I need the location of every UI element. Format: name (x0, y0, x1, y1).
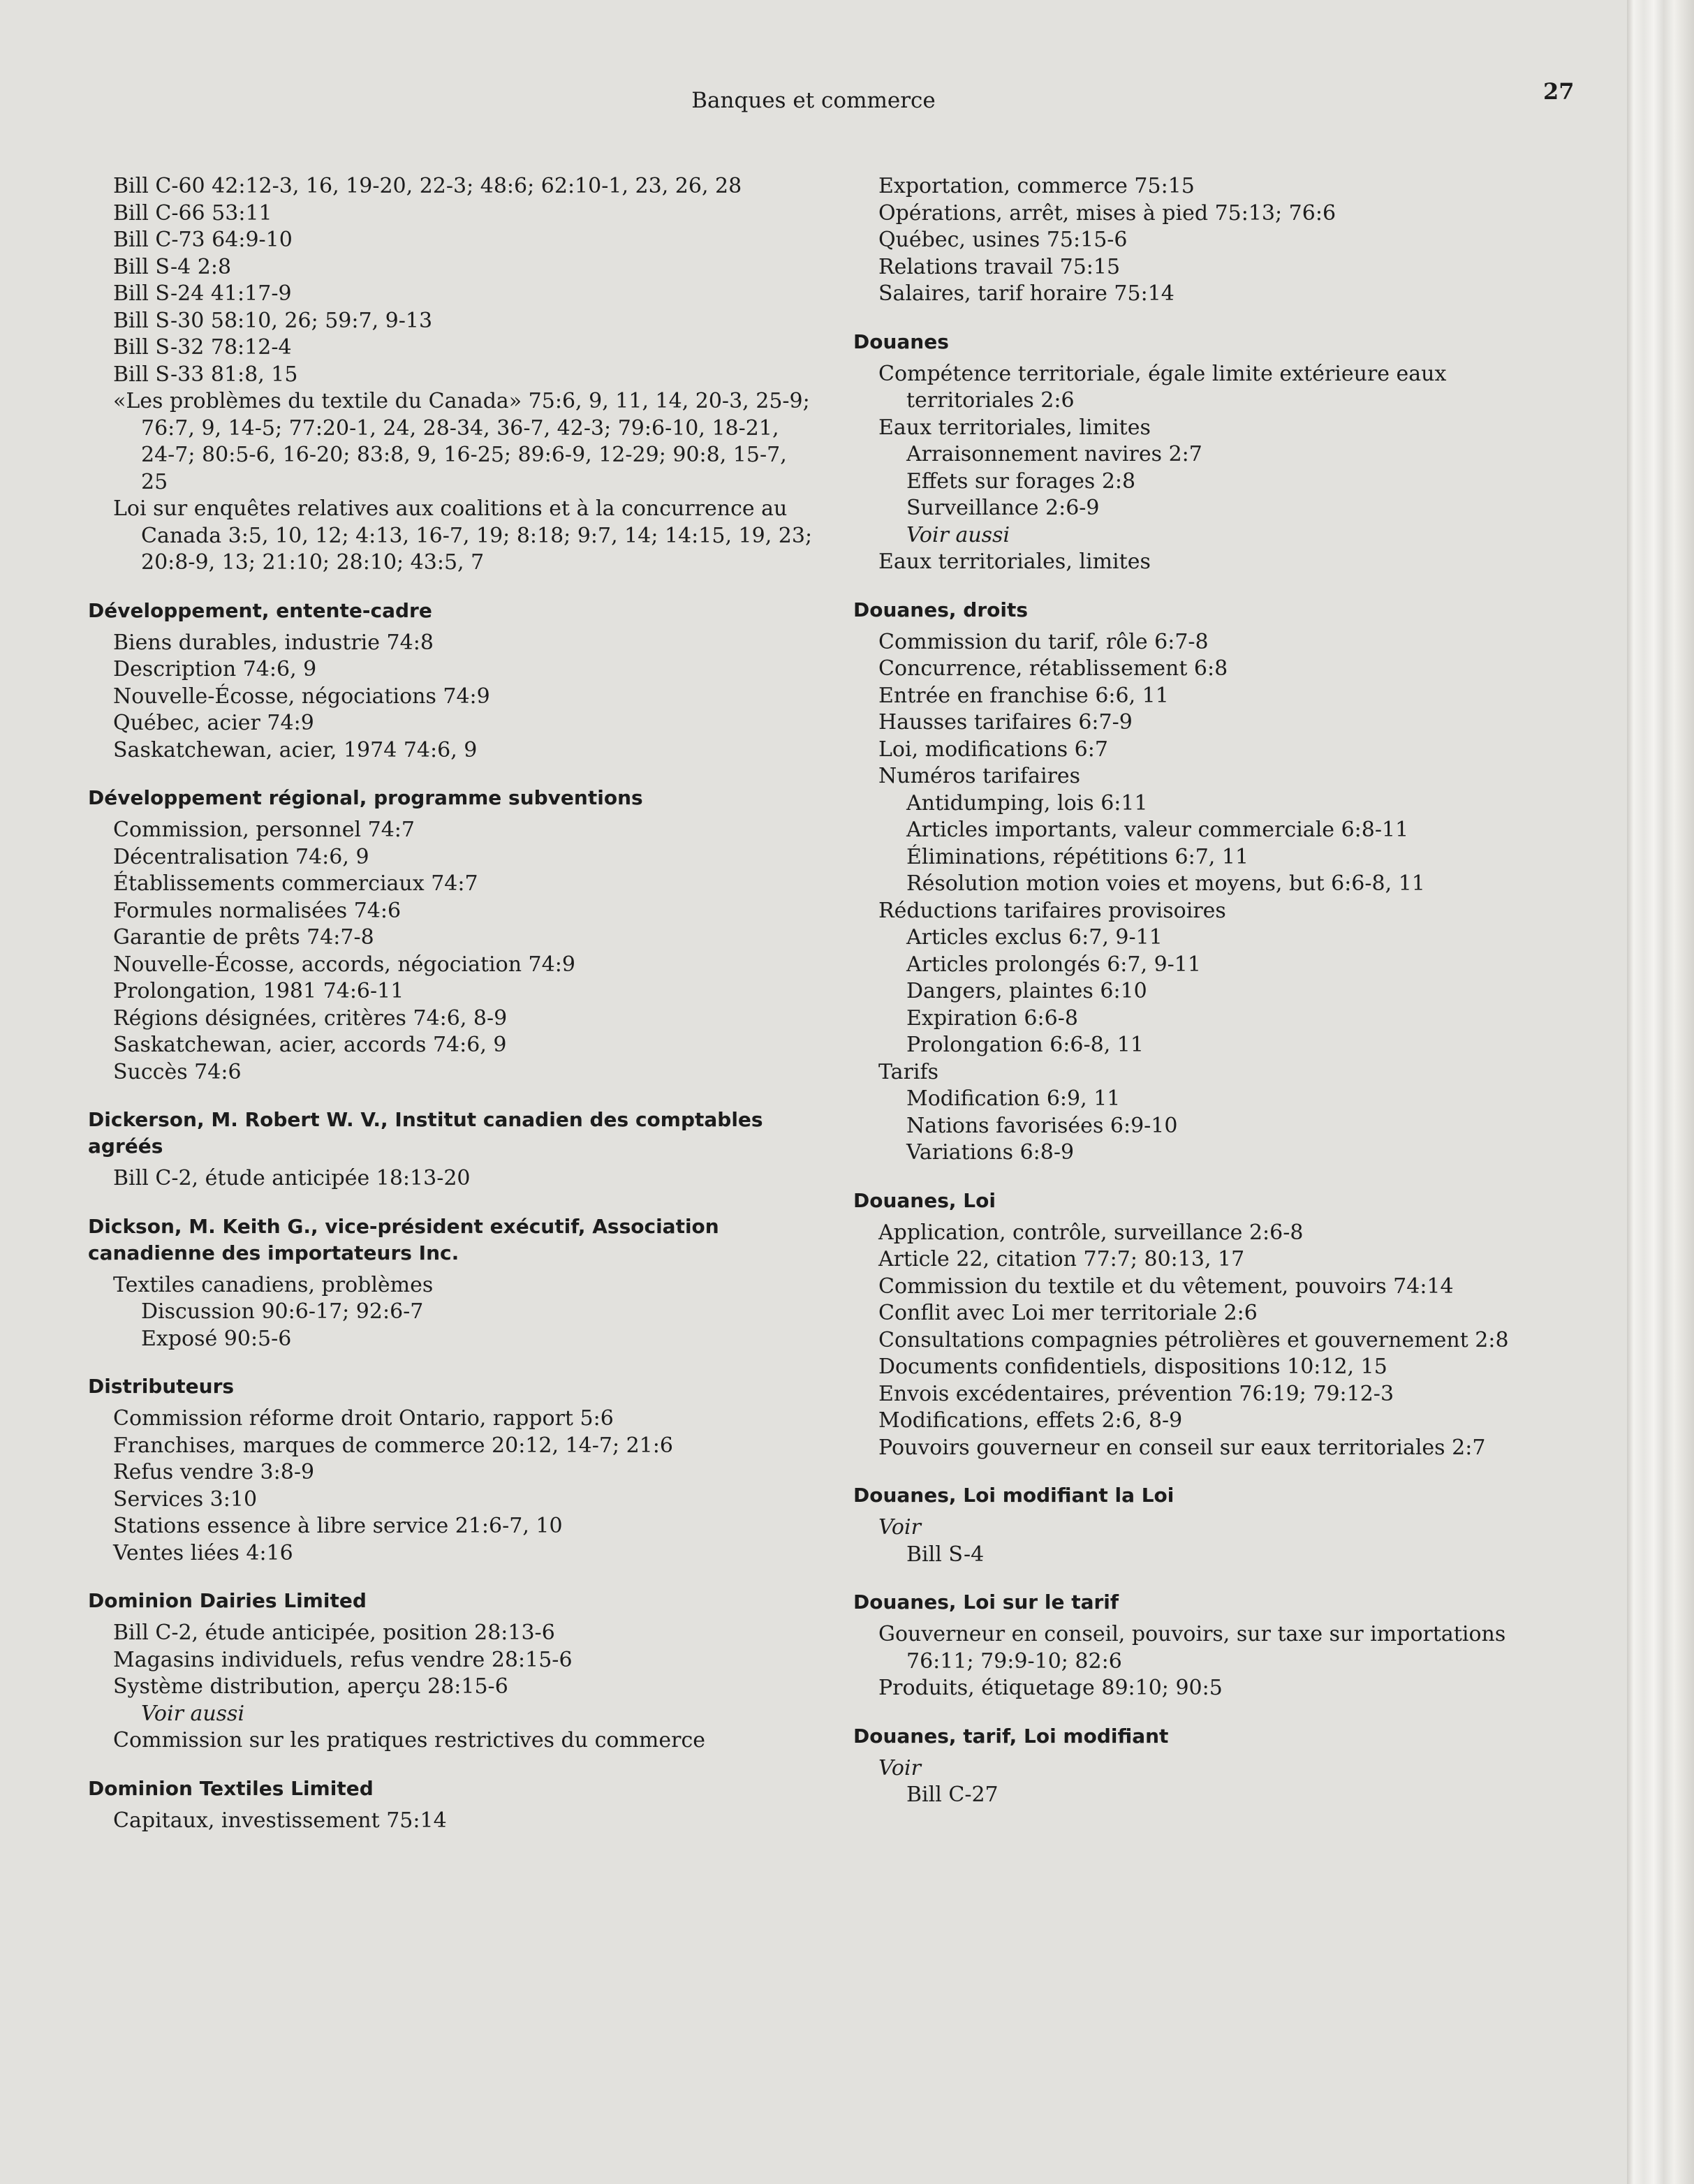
page-number: 27 (1543, 78, 1575, 105)
entry-heading: Douanes, Loi sur le tarif (853, 1591, 1119, 1614)
list-item: Salaires, tarif horaire 75:14 (878, 281, 1174, 306)
see-also-label: Voir aussi (141, 1701, 245, 1726)
entry-dominion-textiles (88, 1776, 814, 1835)
list-item: Articles exclus 6:7, 9-11 (906, 925, 1163, 950)
list-item: Bill S-4 2:8 (113, 254, 232, 279)
list-item: Établissements commerciaux 74:7 (113, 871, 478, 896)
list-item: Entrée en franchise 6:6, 11 (878, 683, 1169, 708)
list-item: Antidumping, lois 6:11 (906, 790, 1148, 816)
list-item: Compétence territoriale, égale limite extérieure eaux territoriales 2:6 (878, 361, 1447, 413)
running-head: Banques et commerce (691, 88, 936, 113)
list-item: Articles importants, valeur commerciale 6:8-11 (906, 818, 1409, 842)
list-item: Produits, étiquetage 89:10; 90:5 (878, 1676, 1223, 1700)
see-also-reference: Commission sur les pratiques restrictives du commerce (113, 1728, 706, 1753)
entry-heading: Douanes (853, 330, 949, 353)
list-item: Bill S-32 78:12-4 (113, 335, 292, 360)
entry-dickerson (88, 1107, 814, 1193)
list-item: Article 22, citation 77:7; 80:13, 17 (878, 1247, 1245, 1271)
list-item: Commission du tarif, rôle 6:7-8 (878, 629, 1209, 654)
list-item: Variations 6:8-9 (906, 1140, 1075, 1165)
list-item: Surveillance 2:6-9 (906, 496, 1100, 520)
list-item: Modifications, effets 2:6, 8-9 (878, 1408, 1183, 1433)
list-item: Documents confidentiels, dispositions 10:12, 15 (878, 1355, 1387, 1379)
list-item: Québec, acier 74:9 (113, 711, 314, 735)
entry-developpement-regional (88, 785, 814, 1086)
list-item: Franchises, marques de commerce 20:12, 14-7; 21:6 (113, 1433, 673, 1458)
entry-heading: Dickerson, M. Robert W. V., Institut canadien des comptables agréés (88, 1108, 763, 1158)
page-stack-edge (1627, 0, 1694, 2184)
list-item: Refus vendre 3:8-9 (113, 1460, 315, 1484)
see-also-reference: Eaux territoriales, limites (878, 549, 1151, 574)
entry-heading: Douanes, Loi modifiant la Loi (853, 1484, 1174, 1507)
list-item: «Les problèmes du textile du Canada» 75:6, 9, 11, 14, 20-3, 25-9; 76:7, 9, 14-5; 77:20-1, 24, 28-34, 36-7, 42-3; 79:6-10, 18-21, 24-7; 80:5-6, 16-20; 83:8, 9, 16-25; 89:6-9, 12-29; 90:8, 15-7, 25 (113, 389, 810, 494)
list-item: Nouvelle-Écosse, accords, négociation 74:9 (113, 952, 575, 977)
list-item: Commission, personnel 74:7 (113, 818, 415, 842)
bill-references (88, 173, 814, 577)
list-item: Loi, modifications 6:7 (878, 737, 1108, 762)
list-item: Garantie de prêts 74:7-8 (113, 925, 374, 950)
list-item: Description 74:6, 9 (113, 657, 317, 681)
list-item: Capitaux, investissement 75:14 (113, 1808, 447, 1833)
entry-distributeurs (88, 1373, 814, 1567)
entry-heading: Dominion Textiles Limited (88, 1776, 374, 1800)
entry-dickson (88, 1213, 814, 1353)
list-item: Résolution motion voies et moyens, but 6:6-8, 11 (906, 871, 1425, 896)
list-item: Bill S-33 81:8, 15 (113, 362, 298, 387)
list-item: Prolongation, 1981 74:6-11 (113, 979, 404, 1003)
see-label: Voir (878, 1515, 921, 1540)
list-item: Modification 6:9, 11 (906, 1086, 1121, 1111)
list-item: Québec, usines 75:15-6 (878, 228, 1128, 252)
list-item: Bill S-24 41:17-9 (113, 281, 292, 306)
list-item: Dangers, plaintes 6:10 (906, 979, 1147, 1003)
list-item: Magasins individuels, refus vendre 28:15-6 (113, 1647, 573, 1672)
entry-heading: Développement, entente-cadre (88, 598, 432, 622)
list-item: Formules normalisées 74:6 (113, 898, 402, 923)
entry-heading: Développement régional, programme subventions (88, 786, 643, 809)
list-item: Ventes liées 4:16 (113, 1540, 293, 1565)
list-item: Consultations compagnies pétrolières et gouvernement 2:8 (878, 1327, 1509, 1352)
entry-douanes (853, 329, 1579, 576)
list-item: Articles prolongés 6:7, 9-11 (906, 952, 1201, 977)
right-column (853, 173, 1579, 1830)
list-item: Pouvoirs gouverneur en conseil sur eaux territoriales 2:7 (878, 1435, 1486, 1460)
list-item: Régions désignées, critères 74:6, 8-9 (113, 1005, 508, 1031)
list-item: Expiration 6:6-8 (906, 1005, 1078, 1031)
entry-heading: Distributeurs (88, 1375, 235, 1398)
list-item: Stations essence à libre service 21:6-7, 10 (113, 1514, 563, 1538)
entry-developpement-cadre (88, 598, 814, 765)
entry-heading: Dickson, M. Keith G., vice-président exécutif, Association canadienne des importateurs Inc. (88, 1214, 719, 1264)
list-item: Tarifs (878, 1059, 939, 1084)
list-item: Bill C-2, étude anticipée, position 28:13-6 (113, 1621, 555, 1645)
list-item: Conflit avec Loi mer territoriale 2:6 (878, 1301, 1258, 1325)
list-item: Discussion 90:6-17; 92:6-7 (141, 1299, 424, 1324)
list-item: Exposé 90:5-6 (141, 1326, 292, 1351)
see-also-label: Voir aussi (906, 522, 1010, 547)
list-item: Arraisonnement navires 2:7 (906, 442, 1202, 466)
list-item: Décentralisation 74:6, 9 (113, 844, 369, 869)
entry-douanes-droits (853, 597, 1579, 1167)
list-item: Commission réforme droit Ontario, rapport 5:6 (113, 1406, 614, 1431)
list-item: Bill S-30 58:10, 26; 59:7, 9-13 (113, 308, 433, 333)
list-item: Bill C-2, étude anticipée 18:13-20 (113, 1166, 471, 1190)
list-item: Opérations, arrêt, mises à pied 75:13; 76:6 (878, 200, 1336, 226)
list-item: Application, contrôle, surveillance 2:6-8 (878, 1220, 1304, 1245)
list-item: Textiles canadiens, problèmes (113, 1272, 434, 1297)
list-item: Relations travail 75:15 (878, 254, 1121, 279)
list-item: Système distribution, aperçu 28:15-6 (113, 1674, 508, 1699)
list-item: Éliminations, répétitions 6:7, 11 (906, 844, 1249, 869)
list-item: Numéros tarifaires (878, 764, 1081, 788)
list-item: Nations favorisées 6:9-10 (906, 1113, 1178, 1138)
entry-douanes-tarif-loi (853, 1723, 1579, 1809)
list-item: Biens durables, industrie 74:8 (113, 630, 434, 655)
list-item: Nouvelle-Écosse, négociations 74:9 (113, 684, 490, 709)
list-item: Gouverneur en conseil, pouvoirs, sur taxe sur importations 76:11; 79:9-10; 82:6 (878, 1622, 1506, 1674)
see-reference: Bill C-27 (906, 1783, 999, 1807)
list-item: Eaux territoriales, limites (878, 415, 1151, 440)
list-item: Effets sur forages 2:8 (906, 468, 1136, 494)
entry-dominion-dairies (88, 1588, 814, 1755)
list-item: Hausses tarifaires 6:7-9 (878, 710, 1133, 735)
entry-continued (853, 173, 1579, 308)
list-item: Loi sur enquêtes relatives aux coalitions et à la concurrence au Canada 3:5, 10, 12; 4:13, 16-7, 19; 8:18; 9:7, 14; 14:15, 19, 23; 20:8-9, 13; 21:10; 28:10; 43:5, 7 (113, 496, 813, 575)
left-column (88, 173, 814, 1855)
see-label: Voir (878, 1755, 921, 1780)
list-item: Bill C-66 53:11 (113, 200, 272, 226)
entry-heading: Douanes, droits (853, 598, 1029, 621)
list-item: Bill C-60 42:12-3, 16, 19-20, 22-3; 48:6; 62:10-1, 23, 26, 28 (113, 174, 742, 198)
list-item: Prolongation 6:6-8, 11 (906, 1033, 1144, 1057)
entry-douanes-loi-tarif (853, 1589, 1579, 1702)
list-item: Commission du textile et du vêtement, pouvoirs 74:14 (878, 1274, 1454, 1299)
see-reference: Bill S-4 (906, 1542, 985, 1567)
entry-heading: Dominion Dairies Limited (88, 1589, 367, 1612)
entry-heading: Douanes, tarif, Loi modifiant (853, 1724, 1169, 1748)
list-item: Services 3:10 (113, 1486, 258, 1512)
list-item: Saskatchewan, acier, accords 74:6, 9 (113, 1033, 507, 1057)
entry-douanes-loi (853, 1188, 1579, 1462)
list-item: Bill C-73 64:9-10 (113, 228, 293, 252)
list-item: Saskatchewan, acier, 1974 74:6, 9 (113, 737, 478, 762)
entry-heading: Douanes, Loi (853, 1188, 996, 1212)
entry-douanes-loi-modifiant (853, 1482, 1579, 1568)
list-item: Succès 74:6 (113, 1059, 242, 1084)
list-item: Exportation, commerce 75:15 (878, 174, 1195, 198)
list-item: Réductions tarifaires provisoires (878, 898, 1226, 923)
list-item: Concurrence, rétablissement 6:8 (878, 656, 1228, 681)
list-item: Envois excédentaires, prévention 76:19; 79:12-3 (878, 1381, 1394, 1406)
